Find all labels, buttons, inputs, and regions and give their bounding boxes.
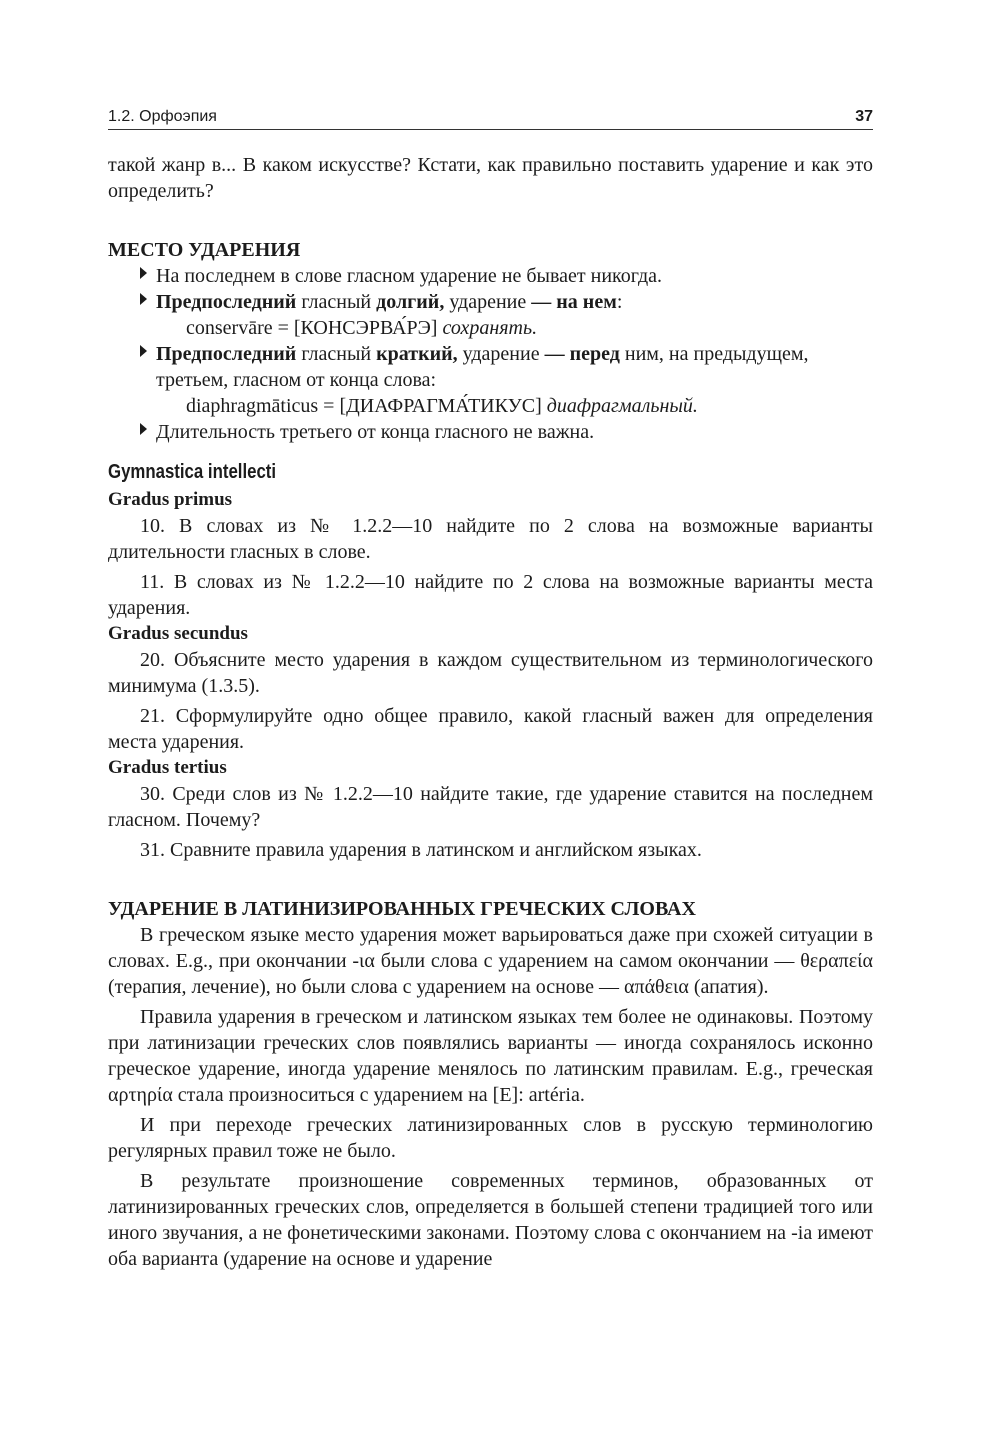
example-1 <box>108 315 873 341</box>
rule-3-bold-3: — перед <box>544 343 620 365</box>
example-1-gloss: сохранять. <box>442 317 538 339</box>
greek-stress-heading: УДАРЕНИЕ В ЛАТИНИЗИРОВАННЫХ ГРЕЧЕСКИХ СЛОВАХ <box>108 898 696 920</box>
example-2-latin: diaphragmāticus = [ДИАФРАГМА́ТИКУС] <box>186 395 542 417</box>
example-1-latin: conservāre = [КОНСЭРВА́РЭ] <box>186 317 438 339</box>
bullet-triangle-icon <box>140 289 147 315</box>
rule-1 <box>108 263 873 289</box>
rule-3 <box>108 341 873 393</box>
gradus-primus-heading: Gradus primus <box>108 489 233 510</box>
gradus-secundus-heading: Gradus secundus <box>108 623 248 644</box>
rule-2-bold-2: долгий, <box>376 291 445 313</box>
running-head <box>108 104 873 130</box>
greek-paragraph-1: В греческом языке место ударения может варьироваться даже при схожей ситуации в словах. E.g., при окончании -ια были слова с ударением на самом окончании — θεραπεία (терапия, лечение), но были слова с ударением на основе — απάθεια (апатия). <box>108 924 873 998</box>
rule-3-text-2: ударение <box>457 343 545 365</box>
exercise-30: 30. Среди слов из № 1.2.2—10 найдите такие, где ударение ставится на последнем гласном. Почему? <box>108 783 873 831</box>
greek-paragraph-3: И при переходе греческих латинизированных слов в русскую терминологию регулярных правил тоже не было. <box>108 1114 873 1162</box>
greek-paragraph-2: Правила ударения в греческом и латинском языках тем более не одинаковы. Поэтому при латинизации греческих слов появлялись варианты — иногда сохранялось исконно греческое ударение, иногда ударение менялось по латинским правилам. E.g., греческая αρτηρία стала произноситься с ударением на [E]: artéria. <box>108 1006 873 1106</box>
rule-4 <box>108 419 873 445</box>
rule-2-bold-1: Предпоследний <box>156 291 297 313</box>
gradus-tertius-heading: Gradus tertius <box>108 757 227 778</box>
stress-place-heading: МЕСТО УДАРЕНИЯ <box>108 239 301 261</box>
example-2 <box>108 393 873 419</box>
exercise-10: 10. В словах из № 1.2.2—10 найдите по 2 слова на возможные варианты длительности гласных в слове. <box>108 515 873 563</box>
bullet-triangle-icon <box>140 419 147 445</box>
section-title: 1.2. Орфоэпия <box>108 108 217 125</box>
greek-paragraph-4: В результате произношение современных терминов, образованных от латинизированных греческих слов, определяется в большей степени традицией того или иного звучания, а не фонетическими законами. Поэтому слова с окончанием на -ia имеют оба варианта (ударение на основе и ударение <box>108 1170 873 1270</box>
rule-2-bold-3: — на нем <box>531 291 617 313</box>
bullet-triangle-icon <box>140 263 147 289</box>
rule-2 <box>108 289 873 315</box>
gymnastica-heading: Gymnastica intellecti <box>108 461 277 483</box>
page <box>108 104 873 1272</box>
rule-2-text-1: гласный <box>296 291 377 313</box>
exercise-21: 21. Сформулируйте одно общее правило, какой гласный важен для определения места ударения. <box>108 705 873 753</box>
page-number: 37 <box>855 108 873 125</box>
rule-3-text-3: ним, на предыдущем, третьем, гласном от конца слова: <box>156 343 809 391</box>
bullet-triangle-icon <box>140 341 147 367</box>
exercise-31: 31. Сравните правила ударения в латинском и английском языках. <box>140 839 702 861</box>
rule-3-bold-1: Предпоследний <box>156 343 297 365</box>
exercise-11: 11. В словах из № 1.2.2—10 найдите по 2 слова на возможные варианты места ударения. <box>108 571 873 619</box>
example-2-gloss: диафрагмальный. <box>546 395 698 417</box>
rule-4-text: Длительность третьего от конца гласного не важна. <box>156 421 595 443</box>
rule-2-text-2: ударение <box>444 291 532 313</box>
exercise-20: 20. Объясните место ударения в каждом существительном из терминологического минимума (1.3.5). <box>108 649 873 697</box>
rule-3-bold-2: краткий, <box>376 343 458 365</box>
intro-paragraph: такой жанр в... В каком искусстве? Кстати, как правильно поставить ударение и как это определить? <box>108 154 873 202</box>
rule-3-text-1: гласный <box>296 343 377 365</box>
rule-1-text: На последнем в слове гласном ударение не бывает никогда. <box>156 265 662 287</box>
rule-2-text-3: : <box>616 291 623 313</box>
